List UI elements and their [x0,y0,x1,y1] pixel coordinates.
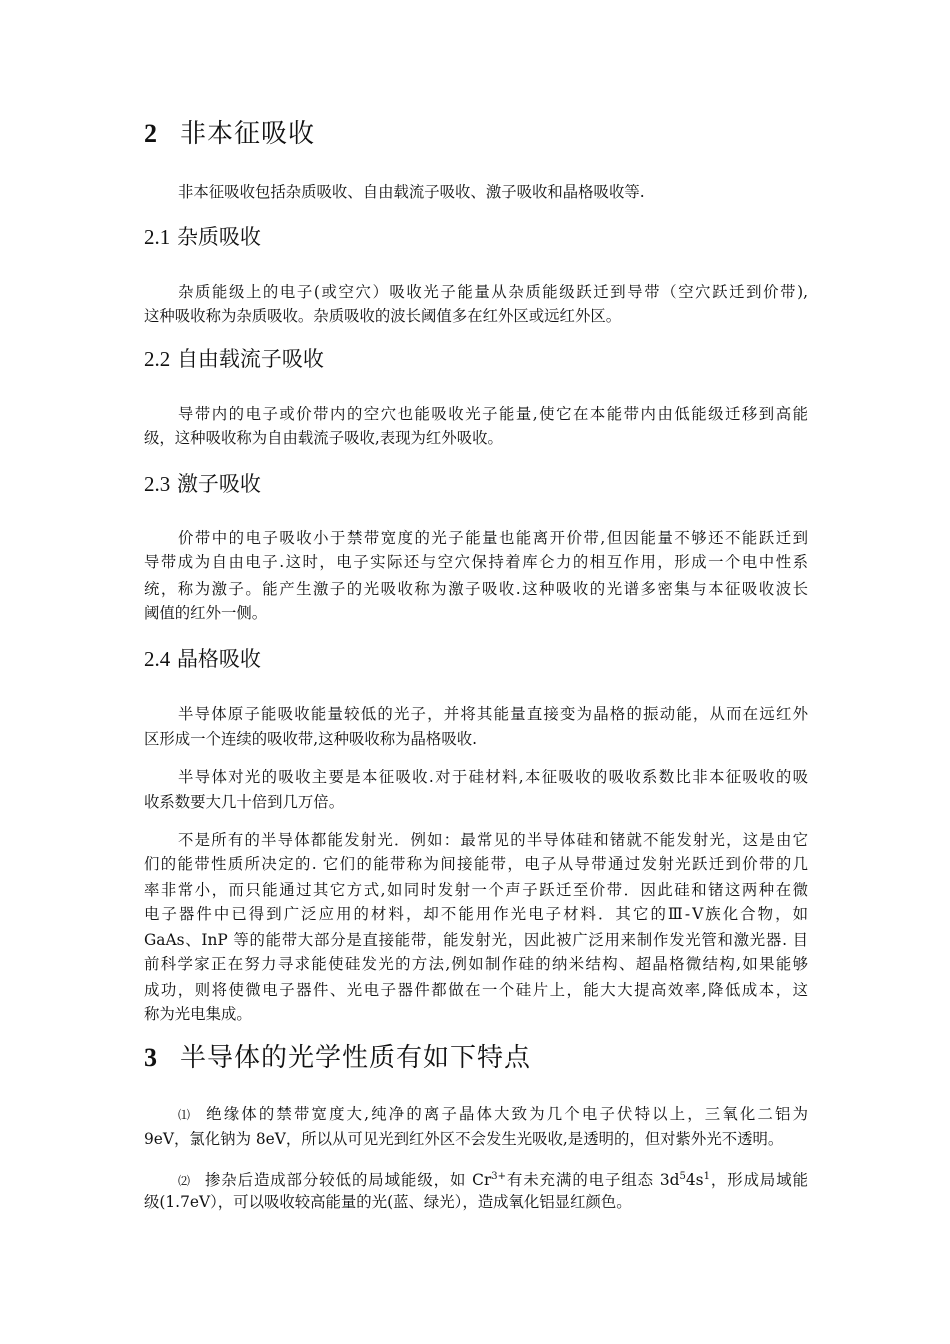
superscript: 3+ [491,1171,507,1182]
paragraph-line: 收系数要大几十倍到几万倍。 [144,793,345,811]
paragraph-line: 成功，则将使微电子器件、光电子器件都做在一个硅片上，能大大提高效率,降低成本，这 [144,981,808,999]
list-item-text: 掺杂后造成部分较低的局域能级，如 Cr [204,1171,492,1189]
list-item-text: 绝缘体的禁带宽度大,纯净的离子晶体大致为几个电子伏特以上，三氧化二铝为 [206,1105,808,1123]
subsection-number: 2.3 [144,472,171,496]
paragraph-line: 们的能带性质所决定的. 它们的能带称为间接能带，电子从导带通过发射光跃迁到价带的几 [144,855,808,873]
paragraph-line: 称为光电集成。 [144,1005,252,1023]
paragraph-line: 阈值的红外一侧。 [144,604,268,622]
section-number: 2 [144,119,158,148]
list-item-2-line [144,1165,808,1193]
section-2-heading [144,116,315,152]
subsection-2-2-heading [144,344,324,374]
list-item-2-line: 级(1.7eV），可以吸收较高能量的光(蓝、绿光），造成氧化铝显红颜色。 [144,1193,632,1211]
section-number: 3 [144,1043,158,1072]
paragraph-line: 率非常小，而只能通过其它方式,如同时发射一个声子跃迁至价带．因此硅和锗这两种在微 [144,881,808,899]
list-item-text: ，形成局域能 [709,1171,808,1189]
paragraph-line: 导带内的电子或价带内的空穴也能吸收光子能量,使它在本能带内由低能级迁移到高能 [178,405,808,423]
paragraph-line: 这种吸收称为杂质吸收。杂质吸收的波长阈值多在红外区或远红外区。 [144,307,622,325]
list-marker: ⑵ [178,1174,191,1188]
list-item-text: 有未充满的电子组态 3d [506,1171,680,1189]
section-2-intro: 非本征吸收包括杂质吸收、自由载流子吸收、激子吸收和晶格吸收等. [178,183,645,201]
subsection-title: 杂质吸收 [176,225,261,249]
section-title: 半导体的光学性质有如下特点 [180,1043,532,1073]
paragraph-line: 级，这种吸收称为自由载流子吸收,表现为红外吸收。 [144,429,503,447]
paragraph-line: 价带中的电子吸收小于禁带宽度的光子能量也能离开价带,但因能量不够还不能跃迁到 [178,529,808,547]
subsection-number: 2.4 [144,647,171,671]
paragraph-line: 电子器件中已得到广泛应用的材料，却不能用作光电子材料．其它的Ⅲ-Ⅴ族化合物，如 [144,905,808,923]
subsection-title: 晶格吸收 [176,647,261,671]
section-3-heading [144,1040,531,1076]
paragraph-line: 统，称为激子。能产生激子的光吸收称为激子吸收.这种吸收的光谱多密集与本征吸收波长 [144,580,808,598]
superscript: 5 [679,1171,686,1182]
subsection-2-3-heading [144,469,261,499]
paragraph-line: 半导体对光的吸收主要是本征吸收.对于硅材料,本征吸收的吸收系数比非本征吸收的吸 [178,768,808,786]
paragraph-line: 导带成为自由电子.这时，电子实际还与空穴保持着库仑力的相互作用，形成一个电中性系 [144,553,808,571]
list-item-1-line [144,1102,808,1127]
subsection-title: 激子吸收 [176,472,261,496]
paragraph-line: GaAs、InP 等的能带大部分是直接能带，能发射光，因此被广泛用来制作发光管和激光器. 目 [144,931,808,949]
subsection-number: 2.1 [144,225,171,249]
list-item-text: 4s [685,1171,704,1189]
list-item-1-line: 9eV，氯化钠为 8eV，所以从可见光到红外区不会发生光吸收,是透明的，但对紫外光不透明。 [144,1130,784,1148]
paragraph-line: 半导体原子能吸收能量较低的光子，并将其能量直接变为晶格的振动能，从而在远红外 [178,705,808,723]
subsection-2-1-heading [144,222,261,252]
subsection-title: 自由载流子吸收 [176,347,324,371]
superscript: 1 [703,1171,710,1182]
paragraph-line: 杂质能级上的电子(或空穴）吸收光子能量从杂质能级跃迁到导带（空穴跃迁到价带), [178,283,808,301]
subsection-number: 2.2 [144,347,171,371]
paragraph-line: 前科学家正在努力寻求能使硅发光的方法,例如制作硅的纳米结构、超晶格微结构,如果能够 [144,955,808,973]
paragraph-line: 区形成一个连续的吸收带,这种吸收称为晶格吸收. [144,730,477,748]
section-title: 非本征吸收 [180,119,316,149]
subsection-2-4-heading [144,644,261,674]
list-marker: ⑴ [178,1108,193,1122]
paragraph-line: 不是所有的半导体都能发射光．例如：最常见的半导体硅和锗就不能发射光，这是由它 [178,831,808,849]
